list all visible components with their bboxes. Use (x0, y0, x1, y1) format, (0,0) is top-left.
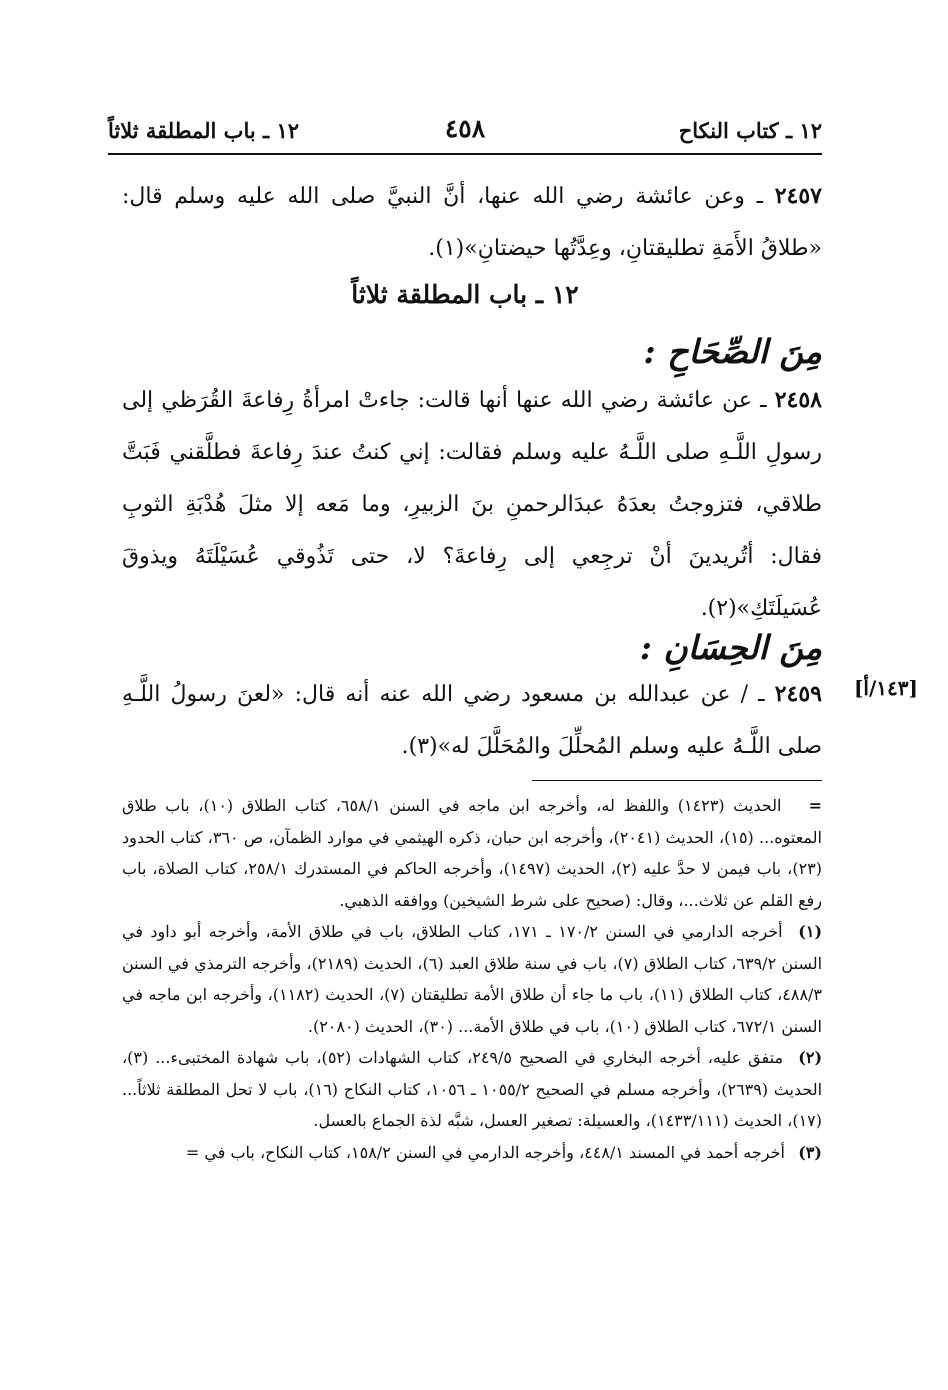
footnote-mark: (١) (798, 922, 823, 941)
footnote-separator (532, 780, 822, 781)
footnote-2 (122, 1042, 822, 1137)
chapter-title: ١٢ ـ باب المطلقة ثلاثاً (351, 280, 579, 309)
footnote-3 (122, 1137, 822, 1169)
footnote-text: الحديث (١٤٢٣) واللفظ له، وأخرجه ابن ماجه في السنن ٦٥٨/١، كتاب الطلاق (١٠)، باب طلاق المعتوه... (١٥)، الحديث (٢٠٤١)، وأخرجه ابن حبان، ذكره الهيثمي في موارد الظمآن، ص ٣٦٠، كتاب الحدود (٢٣)، باب فيمن لا حدَّ عليه (٢)، الحديث (١٤٩٧)، وأخرجه الحاكم في المستدرك ٢٥٨/١، كتاب الصلاة، باب رفع القلم عن ثلاث...، وقال: (صحيح على شرط الشيخين) ووافقه الذهبي. (122, 796, 823, 910)
hadith-2458 (122, 374, 822, 635)
hadith-text: ـ وعن عائشة رضي الله عنها، أنَّ النبيَّ صلى الله عليه وسلم قال: «طلاقُ الأَمَةِ تطليقتانِ، وعِدَّتُها حيضتانِ»(١). (122, 184, 822, 261)
footnote-mark: (٢) (798, 1048, 823, 1067)
header-rule (108, 153, 822, 155)
footnote-text: متفق عليه، أخرجه البخاري في الصحيح ٢٤٩/٥، كتاب الشهادات (٥٢)، باب شهادة المختبىء... (٣)، الحديث (٢٦٣٩)، وأخرجه مسلم في الصحيح ١٠٥٥/٢ ـ ١٠٥٦، كتاب النكاح (١٦)، باب لا تحل المطلقة ثلاثاً... (١٧)، الحديث (١٤٣٣/١١١)، والعسيلة: تصغير العسل، شبَّه لذة الجماع بالعسل. (122, 1048, 823, 1130)
section-heading-hisan: مِنَ الحِسَانِ : (639, 628, 822, 667)
hadith-text: ـ عن عائشة رضي الله عنها أنها قالت: جاءتْ امرأةُ رِفاعةَ القُرَظي إلى رسولِ اللَّـهِ صلى اللَّـهُ عليه وسلم فقالت: إني كنتُ عندَ رِفاعةَ فطلَّقني فَبَتَّ طلاقي، فتزوجتُ بعدَهُ عبدَالرحمنِ بنَ الزبيرِ، وما مَعه إلا مثلَ هُدْبَةِ الثوبِ فقال: أتُريدينَ أنْ ترجِعي إلى رِفاعةَ؟ لا، حتى تَذُوقي عُسَيْلَتَهُ ويذوقَ عُسَيلَتَكِ»(٢). (122, 388, 822, 621)
running-header (108, 112, 822, 152)
hadith-number: ٢٤٥٩ (774, 681, 822, 707)
header-chapter-title: ١٢ ـ باب المطلقة ثلاثاً (108, 118, 300, 143)
hadith-number: ٢٤٥٨ (774, 387, 822, 413)
footnote-mark: = (808, 796, 823, 815)
page-number: ٤٥٨ (444, 114, 486, 143)
footnote-1 (122, 916, 822, 1042)
hadith-text: ـ / عن عبدالله بن مسعود رضي الله عنه أنه قال: «لعنَ رسولُ اللَّـهِ صلى اللَّـهُ عليه وسلم المُحلِّلَ والمُحَلَّلَ له»(٣). (122, 682, 822, 759)
section-heading-sahih: مِنَ الصِّحَاحِ : (643, 332, 822, 371)
manuscript-folio-marker: [١٤٣/أ] (853, 676, 918, 700)
header-book-title: ١٢ ـ كتاب النكاح (678, 118, 822, 143)
footnote-text: أخرجه الدارمي في السنن ١٧٠/٢ ـ ١٧١، كتاب الطلاق، باب في طلاق الأمة، وأخرجه أبو داود في السنن ٦٣٩/٢، كتاب الطلاق (٧)، باب في سنة طلاق العبد (٦)، الحديث (٢١٨٩)، وأخرجه الترمذي في السنن ٤٨٨/٣، كتاب الطلاق (١١)، باب ما جاء أن طلاق الأمة تطليقتان (٧)، الحديث (١١٨٢)، وأخرجه ابن ماجه في السنن ٦٧٢/١، كتاب الطلاق (١٠)، باب في طلاق الأمة... (٣٠)، الحديث (٢٠٨٠). (122, 922, 823, 1036)
hadith-2457 (122, 170, 822, 275)
hadith-number: ٢٤٥٧ (774, 183, 822, 209)
footnote-mark: (٣) (798, 1142, 822, 1162)
footnote-text: أخرجه أحمد في المسند ٤٤٨/١، وأخرجه الدارمي في السنن ١٥٨/٢، كتاب النكاح، باب في = (185, 1142, 785, 1162)
footnotes (122, 790, 822, 1168)
hadith-2459 (122, 668, 822, 773)
footnote-continued (122, 790, 822, 916)
